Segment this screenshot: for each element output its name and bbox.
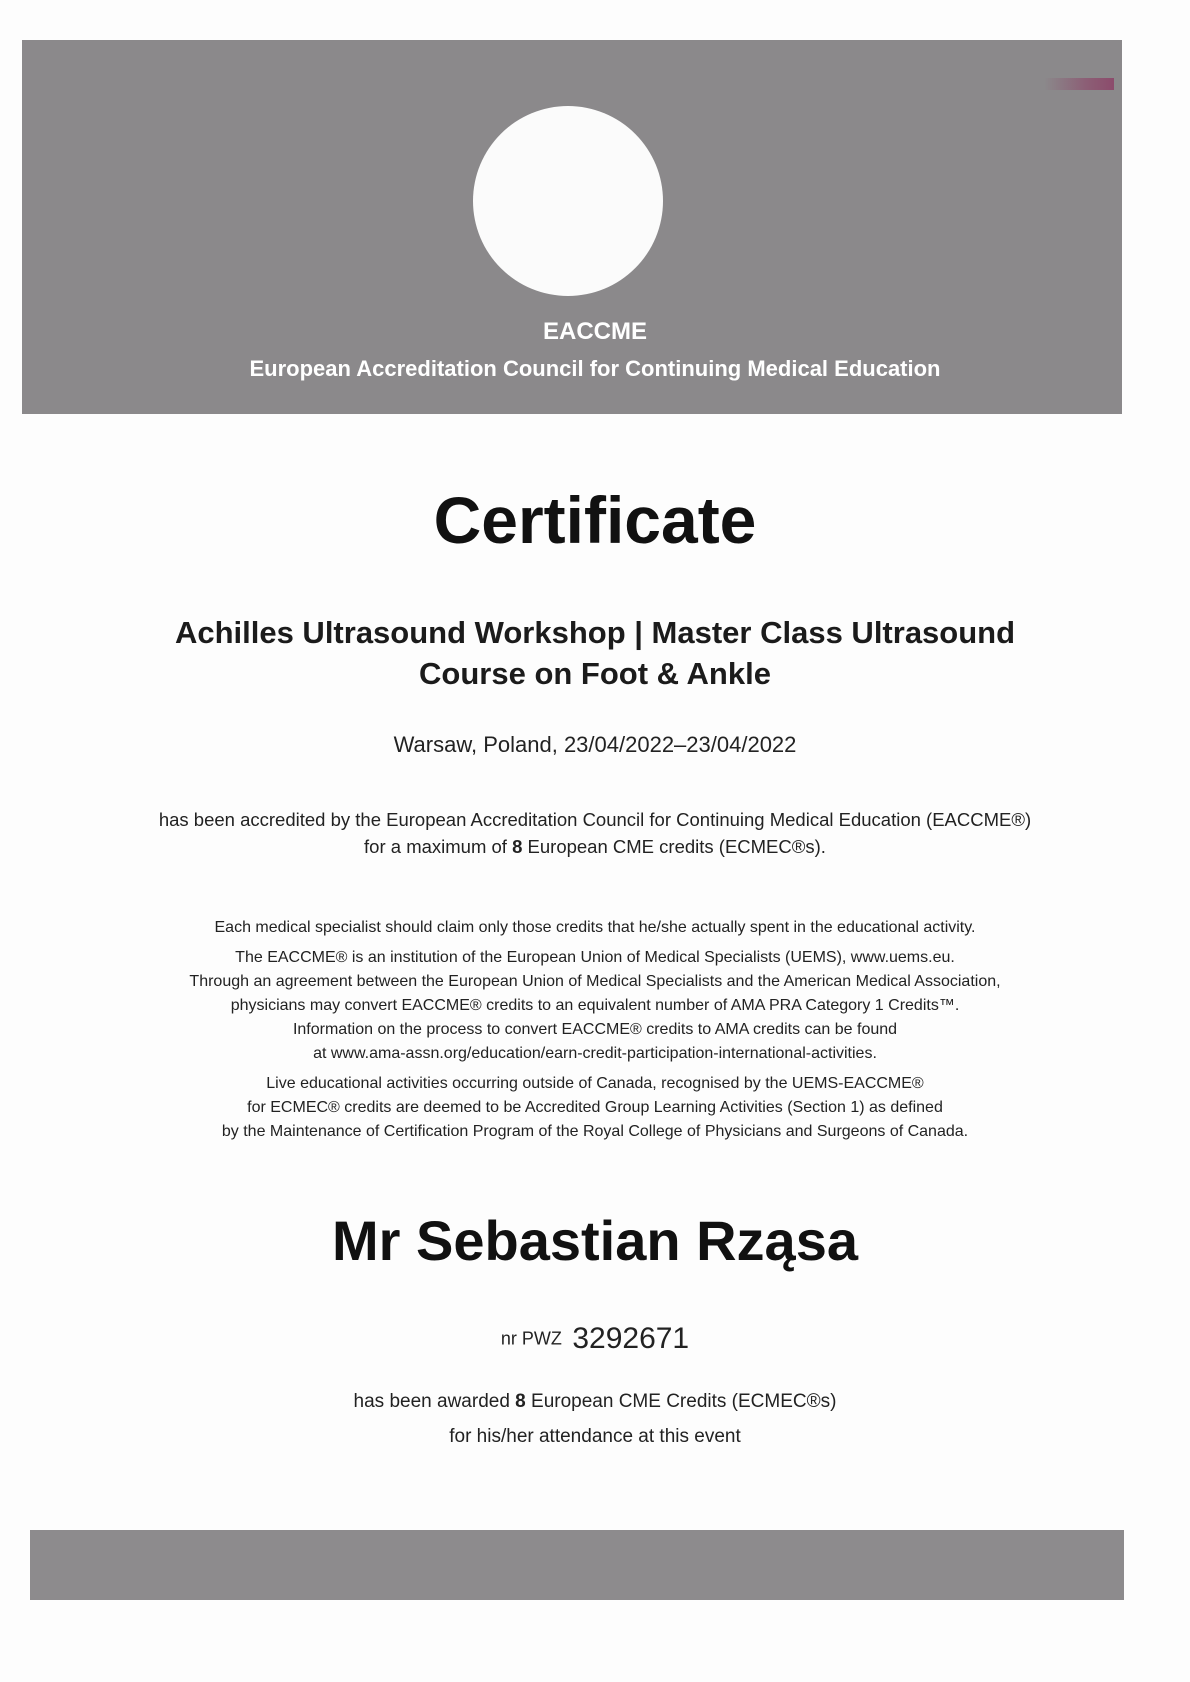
note-line: for ECMEC® credits are deemed to be Accredited Group Learning Activities (Section 1) as defined	[247, 1099, 943, 1116]
note-line: The EACCME® is an institution of the European Union of Medical Specialists (UEMS), www.uems.eu.	[235, 949, 955, 966]
note-line: at www.ama-assn.org/education/earn-credit-participation-international-activities.	[313, 1045, 877, 1062]
note-line: physicians may convert EACCME® credits to an equivalent number of AMA PRA Category 1 Credits™.	[230, 997, 960, 1014]
accreditation-statement	[0, 806, 1190, 860]
course-title	[0, 612, 1190, 694]
pwz-number: 3292671	[572, 1322, 690, 1355]
org-full-name: European Accreditation Council for Continuing Medical Education	[249, 356, 941, 381]
note-line: Live educational activities occurring outside of Canada, recognised by the UEMS-EACCME®	[266, 1075, 924, 1092]
course-title-line-1: Achilles Ultrasound Workshop | Master Class Ultrasound	[174, 615, 1016, 650]
accreditation-suffix: European CME credits (ECMEC®s).	[522, 836, 826, 857]
eaccme-logo-placeholder	[473, 106, 663, 296]
accreditation-prefix: for a maximum of	[364, 836, 513, 857]
award-line-1	[0, 1384, 1190, 1419]
note-line: by the Maintenance of Certification Program of the Royal College of Physicians and Surgeons of Canada.	[221, 1123, 969, 1140]
scan-artifact-streak	[1044, 78, 1114, 90]
award-statement	[0, 1384, 1190, 1454]
accreditation-line-2	[0, 833, 1190, 860]
accreditation-line-1: has been accredited by the European Accreditation Council for Continuing Medical Education (EACCME®)	[158, 809, 1032, 830]
award-credit-count: 8	[515, 1391, 526, 1412]
award-suffix: European CME Credits (ECMEC®s)	[525, 1391, 837, 1412]
note-line: Information on the process to convert EACCME® credits to AMA credits can be found	[292, 1021, 898, 1038]
org-abbreviation: EACCME	[542, 318, 647, 345]
award-line-2: for his/her attendance at this event	[449, 1426, 741, 1447]
recipient-name: Mr Sebastian Rząsa	[332, 1209, 858, 1272]
event-location-dates: Warsaw, Poland, 23/04/2022–23/04/2022	[393, 732, 797, 757]
pwz-number-row	[0, 1322, 1190, 1356]
note-line: Through an agreement between the European Union of Medical Specialists and the American Medical Association,	[189, 973, 1001, 990]
canada-note	[0, 1072, 1190, 1144]
claim-note: Each medical specialist should claim only those credits that he/she actually spent in the educational activity.	[214, 919, 976, 936]
pwz-label: nr PWZ	[500, 1328, 562, 1349]
accreditation-notes	[0, 916, 1190, 1150]
footer-band	[30, 1530, 1124, 1600]
course-title-line-2: Course on Foot & Ankle	[419, 656, 771, 691]
award-prefix: has been awarded	[353, 1391, 516, 1412]
certificate-title: Certificate	[433, 483, 757, 557]
accreditation-credit-count: 8	[512, 836, 523, 857]
ama-conversion-note	[0, 946, 1190, 1066]
